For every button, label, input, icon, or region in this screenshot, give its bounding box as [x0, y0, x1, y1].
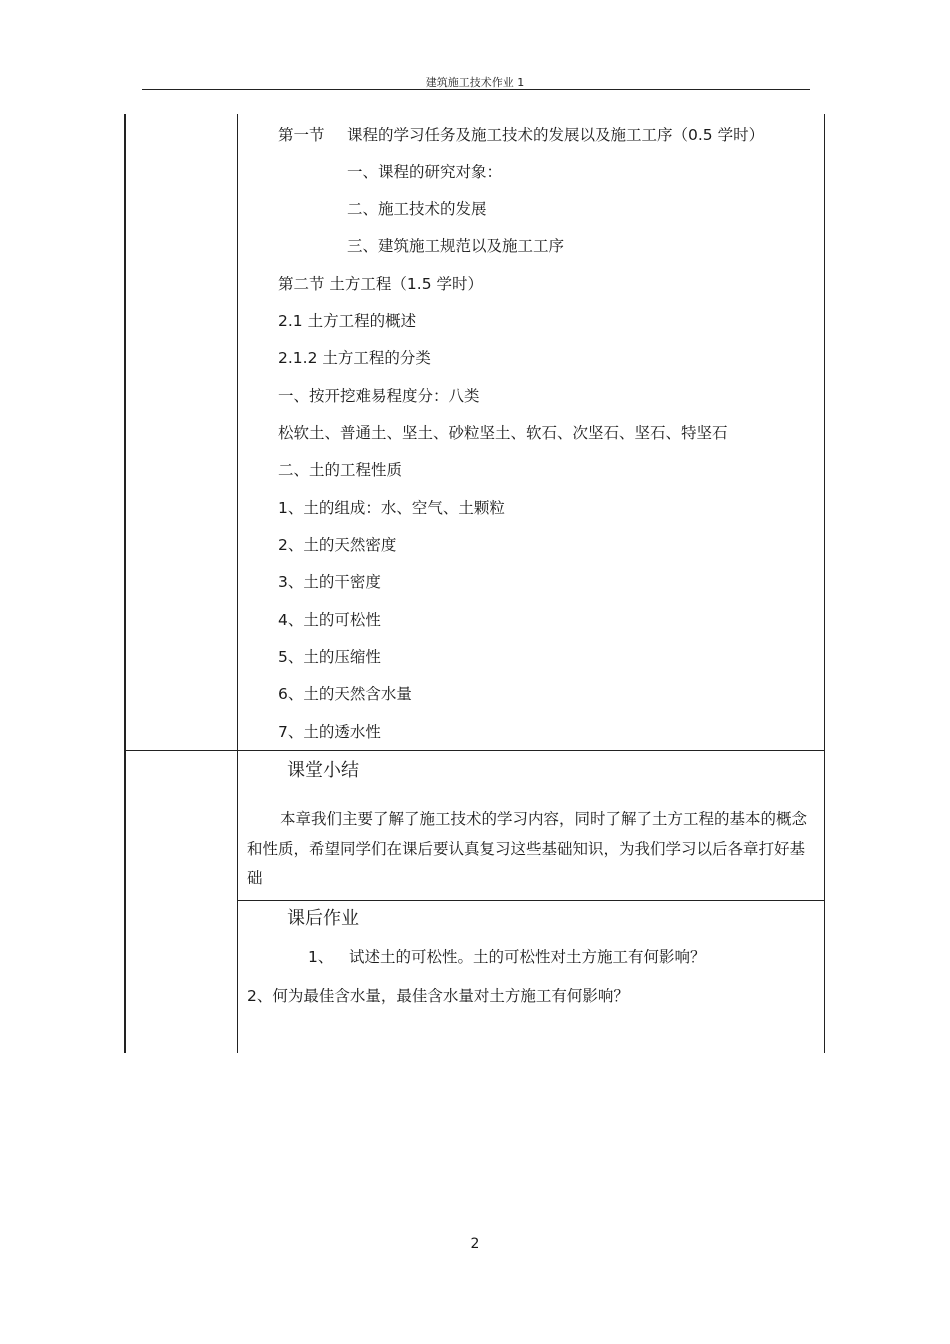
header-title: 建筑施工技术作业 1 [425, 76, 525, 89]
property-item: 5、土的压缩性 [278, 648, 381, 666]
section1-title: 课程的学习任务及施工技术的发展以及施工工序（0.5 学时） [347, 126, 765, 144]
homework-q1-text: 试述土的可松性。土的可松性对土方施工有何影响？ [349, 948, 706, 966]
table-row-border-1 [124, 750, 825, 751]
section2-sub1: 2.1 土方工程的概述 [278, 312, 417, 330]
properties-title: 二、土的工程性质 [278, 461, 403, 479]
summary-heading: 课堂小结 [287, 760, 359, 781]
property-item: 2、土的天然密度 [278, 536, 397, 554]
property-item: 1、土的组成：水、空气、土颗粒 [278, 499, 505, 517]
header-rule [142, 89, 810, 90]
section2-title: 第二节 土方工程（1.5 学时） [278, 275, 484, 293]
homework-q2: 2、何为最佳含水量，最佳含水量对土方施工有何影响？ [247, 987, 629, 1005]
property-item: 3、土的干密度 [278, 573, 381, 591]
property-item: 7、土的透水性 [278, 723, 381, 741]
homework-heading: 课后作业 [287, 908, 359, 929]
section1-label: 第一节 [278, 126, 325, 144]
summary-text: 本章我们主要了解了施工技术的学习内容，同时了解了土方工程的基本的概念和性质，希望同学们在课后要认真复习这些基础知识，为我们学习以后各章打好基础 [247, 810, 808, 887]
table-border-right [824, 114, 825, 1053]
table-row-border-2 [237, 900, 825, 901]
section1-item-2: 二、施工技术的发展 [347, 200, 487, 218]
page-number: 2 [470, 1236, 480, 1252]
section1-item-1: 一、课程的研究对象： [347, 163, 503, 181]
table-border-left [124, 114, 126, 1053]
classification-title: 一、按开挖难易程度分：八类 [278, 387, 480, 405]
homework-q1-number: 1、 [308, 948, 334, 966]
soil-types: 松软土、普通土、坚土、砂粒坚土、软石、次坚石、坚石、特坚石 [278, 424, 728, 442]
section2-sub2: 2.1.2 土方工程的分类 [278, 349, 431, 367]
property-item: 6、土的天然含水量 [278, 685, 412, 703]
section1-item-3: 三、建筑施工规范以及施工工序 [347, 237, 565, 255]
table-border-divider [237, 114, 238, 1053]
property-item: 4、土的可松性 [278, 611, 381, 629]
